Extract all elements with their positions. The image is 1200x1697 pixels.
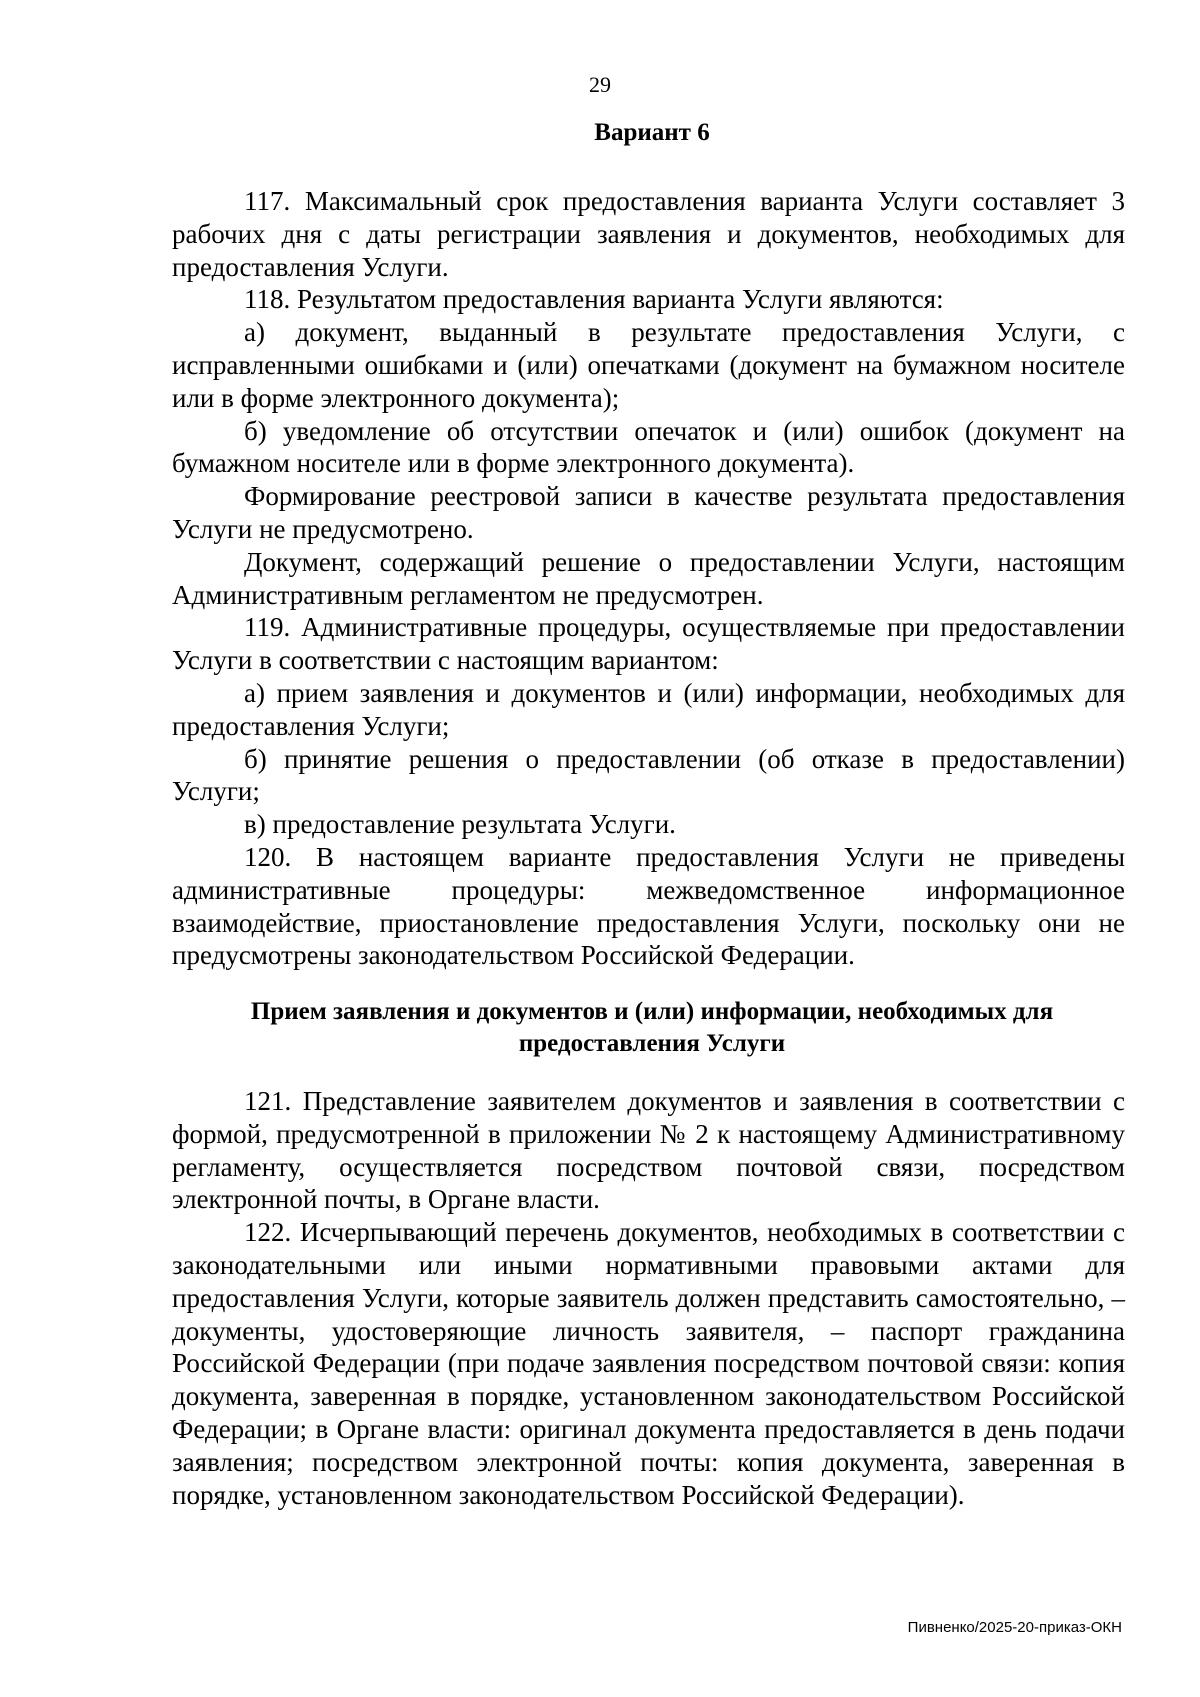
section-heading: Прием заявления и документов и (или) информации, необходимых для предоставления Услуги [250,998,1054,1057]
paragraph-119-c: в) предоставление результата Услуги. [244,809,676,840]
paragraph-119-b: б) принятие решения о предоставлении (об отказе в предоставлении) Услуги; [172,743,1125,807]
paragraph-118: 118. Результатом предоставления варианта Услуги являются: [244,284,944,315]
paragraph-117: 117. Максимальный срок предоставления варианта Услуги составляет 3 рабочих дня с даты регистрации заявления и документов, необходимых для предоставления Услуги. [172,186,1125,282]
paragraph-118-a: а) документ, выданный в результате предоставления Услуги, с исправленными ошибками и (или) опечатками (документ на бумажном носителе или в форме электронного документа); [172,317,1125,413]
paragraph-119-a: а) прием заявления и документов и (или) информации, необходимых для предоставления Услуги; [172,677,1125,741]
paragraph-118-b: б) уведомление об отсутствии опечаток и (или) ошибок (документ на бумажном носителе или в форме электронного документа). [172,415,1125,479]
paragraph-120: 120. В настоящем варианте предоставления Услуги не приведены административные процедуры: межведомственное информационное взаимодействие, приостановление предоставления Услуги, поскольку они не предусмотрены законодательством Российской Федерации. [172,841,1125,971]
paragraph-121: 121. Представление заявителем документов и заявления в соответствии с формой, предусмотренной в приложении № 2 к настоящему Административному регламенту, осуществляется посредством почтовой связи, посредством электронной почты, в Органе власти. [172,1086,1125,1215]
page-number: 29 [589,72,611,97]
variant-heading: Вариант 6 [594,119,710,146]
paragraph-119: 119. Административные процедуры, осуществляемые при предоставлении Услуги в соответствии с настоящим вариантом: [172,612,1125,676]
footer-reference: Пивненко/2025-20-приказ-ОКН [907,1619,1122,1636]
paragraph-122: 122. Исчерпывающий перечень документов, необходимых в соответствии с законодательными или иными нормативными правовыми актами для предоставления Услуги, которые заявитель должен представить самостоятельно, – документы, удостоверяющие личность заявителя, – паспорт гражданина Российской Федерации (при подаче заявления посредством почтовой связи: копия документа, заверенная в порядке, установленном законодательством Российской Федерации; в Органе власти: оригинал документа предоставляется в день подачи заявления; посредством электронной почты: копия документа, заверенная в порядке, установленном законодательством Российской Федерации). [172,1217,1125,1510]
paragraph-decision-document: Документ, содержащий решение о предоставлении Услуги, настоящим Административным регламентом не предусмотрен. [172,546,1125,610]
section-body [172,1085,1125,1511]
paragraph-registry-record: Формирование реестровой записи в качестве результата предоставления Услуги не предусмотрено. [172,481,1125,544]
variant-body [172,185,1125,972]
